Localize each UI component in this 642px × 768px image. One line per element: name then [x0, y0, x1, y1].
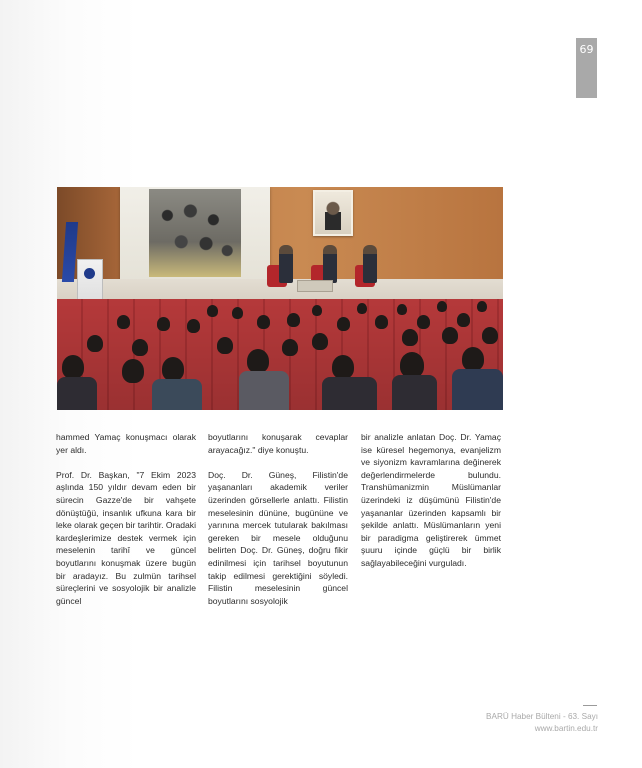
audience-member [357, 303, 367, 314]
audience-member [312, 333, 328, 350]
audience-member [337, 317, 350, 331]
audience-member [482, 327, 498, 344]
audience-member [282, 339, 298, 356]
audience-member [87, 335, 103, 352]
audience-member [122, 359, 144, 383]
footer [486, 711, 598, 735]
audience-member [397, 304, 407, 315]
audience-member [312, 305, 322, 316]
audience-member [287, 313, 300, 327]
audience-member [239, 371, 289, 410]
audience-member [402, 329, 418, 346]
audience-member [162, 357, 184, 381]
audience-member [57, 377, 97, 410]
text-column-3 [361, 431, 501, 582]
audience-member [375, 315, 388, 329]
audience-member [62, 355, 84, 379]
event-photo [57, 187, 503, 410]
footer-website-link[interactable]: www.bartin.edu.tr [534, 724, 598, 733]
audience-member [442, 327, 458, 344]
footer-publication: BARÜ Haber Bülteni - 63. Sayı [486, 712, 598, 721]
audience-member [257, 315, 270, 329]
audience-member [477, 301, 487, 312]
panelist [363, 245, 377, 283]
audience-member [417, 315, 430, 329]
audience-member [207, 305, 218, 317]
audience-member [392, 375, 437, 410]
paragraph: hammed Yamaç konuşmacı olarak yer aldı. [56, 432, 196, 455]
text-column-1 [56, 431, 196, 620]
text-column-2 [208, 431, 348, 620]
paragraph: Doç. Dr. Güneş, Filistin'de yaşananları akademik veriler üzerinden görsellerle anlattı. Filistin meselesinin dününe, bugününe ve yarınına mercek tutularak bakılması gereken bir mesele olduğunu belirten Doç. Dr. Güneş, doğru fikir edinilmesi için tarihsel boyutunun takip edilmesi gerektiğini söyledi. Filistin meselesinin güncel boyutlarını sosyolojik [208, 469, 348, 606]
audience-member [152, 379, 202, 410]
audience-member [457, 313, 470, 327]
audience-member [132, 339, 148, 356]
stage-table [297, 280, 333, 292]
audience-member [117, 315, 130, 329]
paragraph: boyutlarını konuşarak cevaplar arayacağız." diye konuştu. [208, 432, 348, 455]
wall-portrait [313, 190, 353, 236]
audience-member [462, 347, 484, 371]
audience-member [332, 355, 354, 379]
audience-member [437, 301, 447, 312]
audience-member [187, 319, 200, 333]
projected-image [149, 189, 241, 277]
audience-member [452, 369, 503, 410]
footer-divider [583, 705, 597, 706]
paragraph: bir analizle anlatan Doç. Dr. Yamaç ise küresel hegemonya, evanjelizm ve siyonizm kavramlarına değinerek değerlendirmelerde bulundu. Transhümanizmin Müslümanlar üzerindeki iz düşümünü Filistin'de yaşananlar üzerinden kapsamlı bir şekilde anlattı. Müslümanların yeni bir paradigma geliştirerek ümmet şuuru içinde güçlü bir birlik sağlayabileceğini vurguladı. [361, 432, 501, 568]
panelist [279, 245, 293, 283]
audience-member [232, 307, 243, 319]
page-number: 69 [576, 38, 597, 98]
audience-member [247, 349, 269, 373]
audience-member [217, 337, 233, 354]
audience-member [322, 377, 377, 410]
paragraph: Prof. Dr. Başkan, "7 Ekim 2023 aşlında 150 yıldır devam eden bir sürecin Gazze'de bir vahşete dönüştüğü, insanlık ufkuna kara bir leke olarak geçen bir tarihtir. Oradaki kardeşlerimize destek vermek için meselenin tarihî ve güncel boyutlarını konuşmak üzere bugün bir aradayız. Bu zulmün tarihsel süreçlerini ve sosyolojik bir analizle güncel [56, 469, 196, 606]
panelist [323, 245, 337, 283]
audience-member [157, 317, 170, 331]
